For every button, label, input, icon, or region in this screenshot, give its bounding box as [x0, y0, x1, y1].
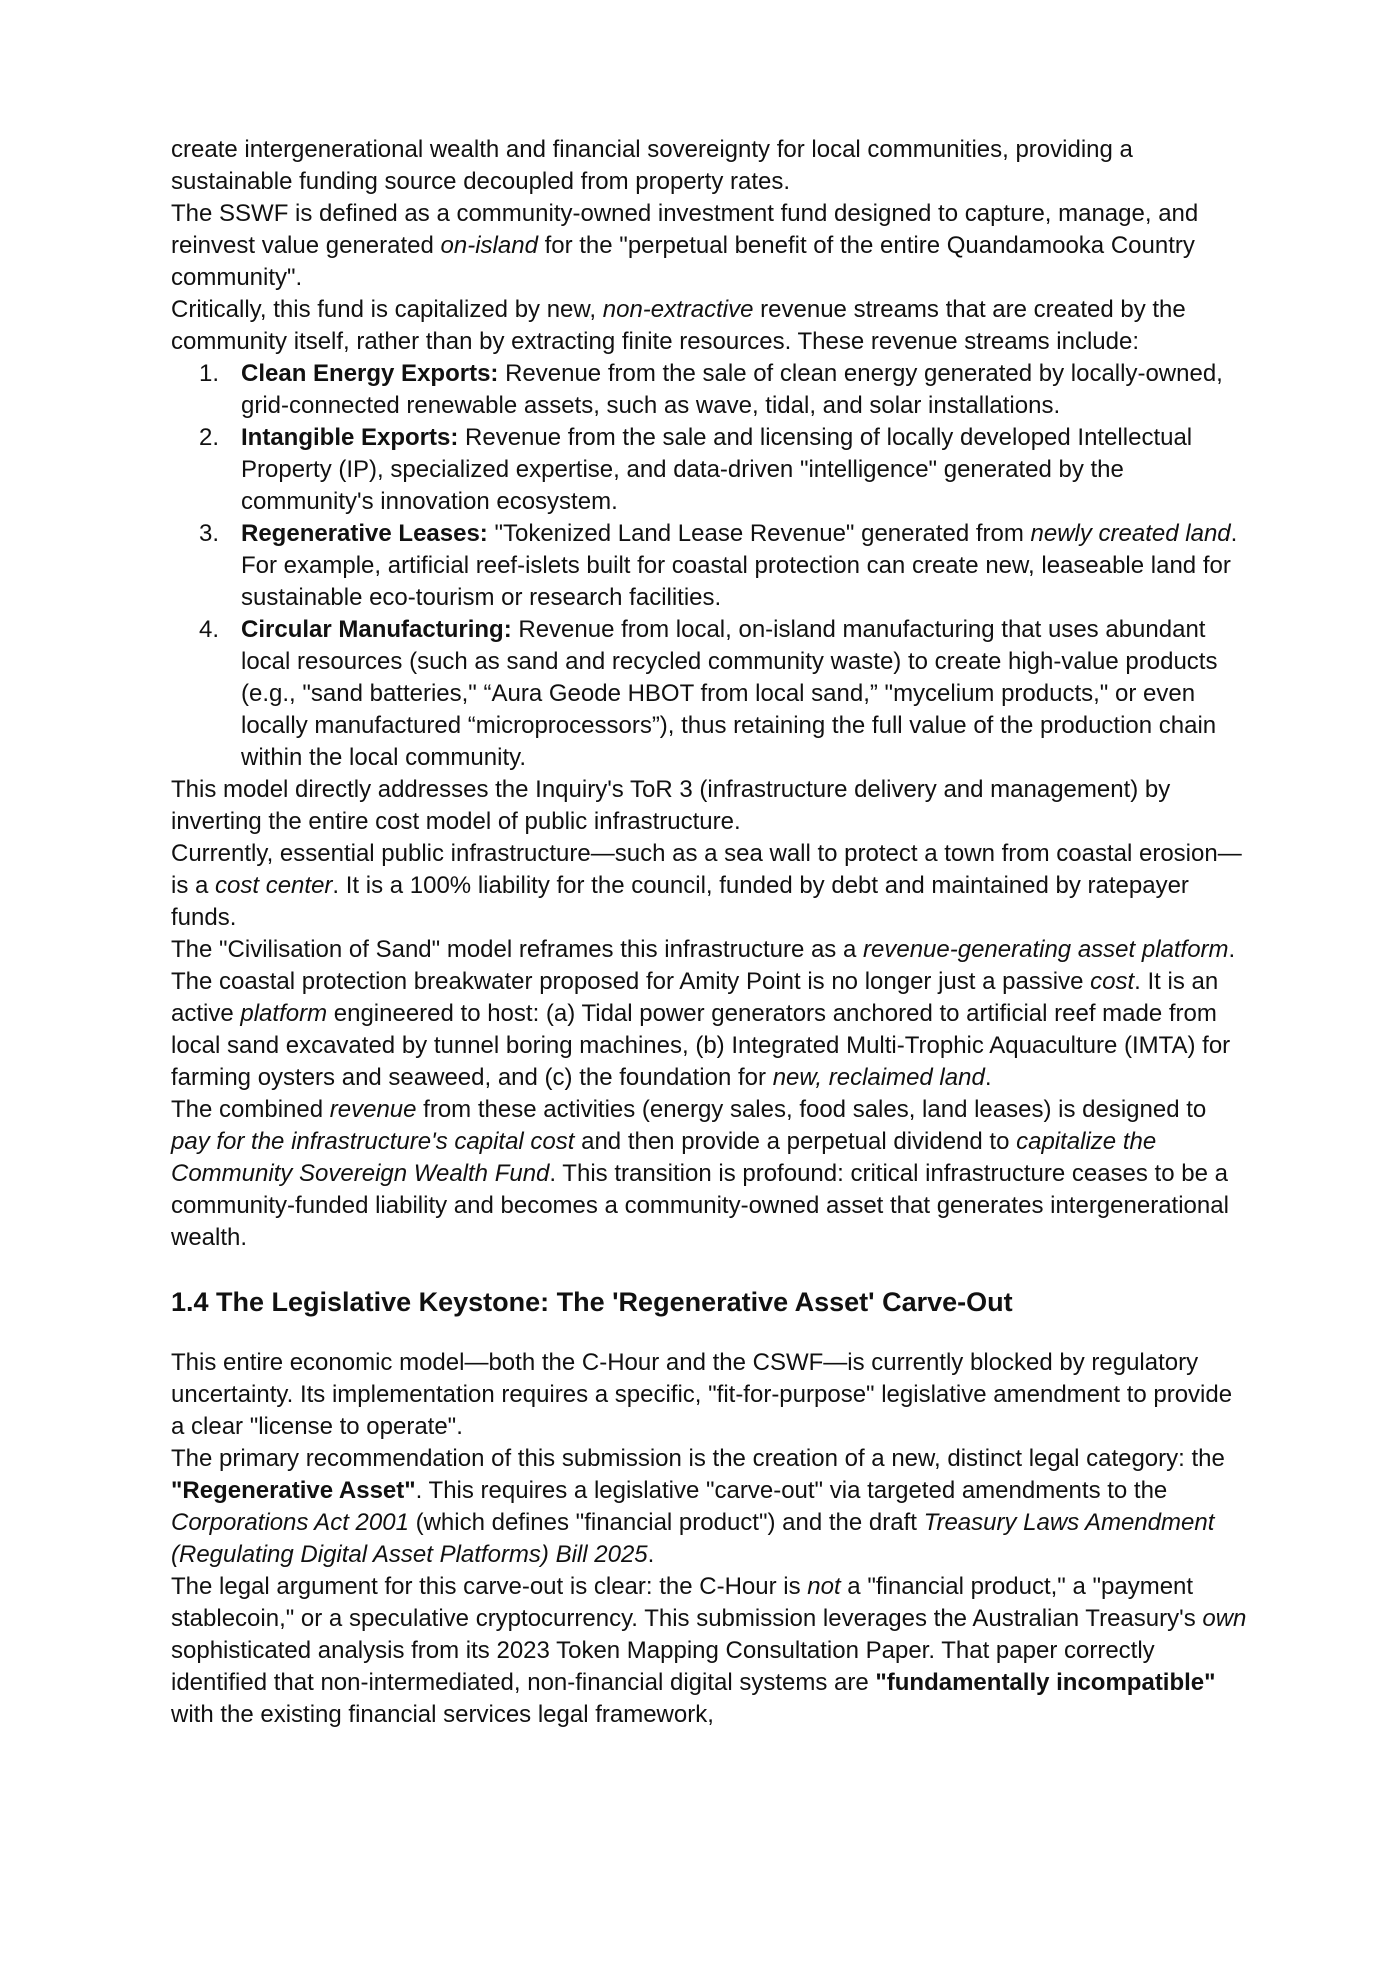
paragraph-intro-text: create intergenerational wealth and financial sovereignty for local communities, providing a sustainable funding source decoupled from property rates. — [171, 136, 1133, 195]
list-item-body: Revenue from the sale of clean energy generated by locally-owned, grid-connected renewable assets, such as wave, tidal, and solar installations. — [241, 360, 1223, 419]
paragraph-combined-revenue — [171, 1094, 1251, 1254]
text-run: . — [984, 1064, 992, 1091]
list-item — [171, 518, 1251, 614]
text-run: (which defines "financial product") and the draft — [408, 1509, 924, 1536]
text-run: a "financial product," a "payment stablecoin," or a speculative cryptocurrency. This submission leverages the Australian Treasury's — [171, 1573, 1203, 1632]
paragraph-primary-recommendation — [171, 1443, 1251, 1571]
text-run: . This transition is profound: critical infrastructure ceases to be a community-funded liability and becomes a community-owned asset that generates intergenerational wealth. — [171, 1160, 1229, 1251]
text-run: This entire economic model—both the C-Hour and the CSWF—is currently blocked by regulatory uncertainty. Its implementation requires a specific, "fit-for-purpose" legislative amendment to provide a clear "license to operate". — [171, 1349, 1233, 1440]
document-page — [171, 134, 1251, 1731]
text-run: and then provide a perpetual dividend to — [574, 1128, 1017, 1155]
italic-run: new, reclaimed land — [772, 1064, 985, 1091]
paragraph-regulatory-uncertainty — [171, 1347, 1251, 1443]
paragraph-sswf-definition — [171, 198, 1251, 294]
italic-run: not — [807, 1573, 841, 1600]
text-run: The combined — [171, 1096, 330, 1123]
text-run: from these activities (energy sales, food sales, land leases) is designed to — [416, 1096, 1207, 1123]
list-item-title: Circular Manufacturing: — [241, 616, 512, 643]
italic-run: on-island — [440, 232, 538, 259]
text-run: . It is an active — [171, 968, 1219, 1027]
text-run: . This requires a legislative "carve-out" via targeted amendments to the — [415, 1477, 1168, 1504]
revenue-streams-list — [171, 358, 1251, 774]
list-item-body: Revenue from local, on-island manufacturing that uses abundant local resources (such as sand and recycled community waste) to create high-value products (e.g., "sand batteries," “Aura Geode HBOT from local sand,” "mycelium products," or even locally manufactured “microprocessors”), thus retaining the full value of the production chain within the local community. — [241, 616, 1218, 771]
section-heading: 1.4 The Legislative Keystone: The 'Regenerative Asset' Carve-Out — [171, 1287, 1013, 1317]
paragraph-cost-center — [171, 838, 1251, 934]
list-item-number: 3. — [199, 520, 220, 547]
list-item-title: Clean Energy Exports: — [241, 360, 499, 387]
text-run: sophisticated analysis from its 2023 Token Mapping Consultation Paper. That paper correctly identified that non-intermediated, non-financial digital systems are — [171, 1637, 1155, 1696]
paragraph-capitalization — [171, 294, 1251, 358]
italic-run: revenue-generating asset platform — [863, 936, 1229, 963]
italic-run: platform — [240, 1000, 328, 1027]
paragraph-legal-argument — [171, 1571, 1251, 1731]
list-item-body: "Tokenized Land Lease Revenue" generated from — [487, 520, 1031, 547]
italic-run: cost — [1090, 968, 1135, 995]
list-item — [171, 358, 1251, 422]
list-item-body: . For example, artificial reef-islets built for coastal protection can create new, leaseable land for sustainable eco-tourism or research facilities. — [241, 520, 1238, 611]
text-run: . The coastal protection breakwater proposed for Amity Point is no longer just a passive — [171, 936, 1236, 995]
italic-run: revenue — [329, 1096, 417, 1123]
text-run: revenue streams that are created by the community itself, rather than by extracting finite resources. These revenue streams include: — [171, 296, 1186, 355]
list-item-title: Intangible Exports: — [241, 424, 459, 451]
list-item-body: Revenue from the sale and licensing of locally developed Intellectual Property (IP), specialized expertise, and data-driven "intelligence" generated by the community's innovation ecosystem. — [241, 424, 1193, 515]
italic-run: non-extractive — [602, 296, 754, 323]
list-item-number: 1. — [199, 360, 220, 387]
text-run: The "Civilisation of Sand" model reframes this infrastructure as a — [171, 936, 863, 963]
italic-run: capitalize the Community Sovereign Wealth Fund — [171, 1128, 1157, 1187]
text-run: The SSWF is defined as a community-owned investment fund designed to capture, manage, and reinvest value generated — [171, 200, 1199, 259]
text-run: Critically, this fund is capitalized by new, — [171, 296, 603, 323]
text-run: Currently, essential public infrastructure—such as a sea wall to protect a town from coastal erosion—is a — [171, 840, 1242, 899]
list-item — [171, 614, 1251, 774]
list-item-number: 2. — [199, 424, 220, 451]
italic-run: Corporations Act 2001 — [171, 1509, 409, 1536]
bold-run: "fundamentally incompatible" — [875, 1669, 1216, 1696]
text-run: . — [647, 1541, 655, 1568]
text-run: This model directly addresses the Inquiry's ToR 3 (infrastructure delivery and management) by inverting the entire cost model of public infrastructure. — [171, 776, 1171, 835]
italic-run: pay for the infrastructure's capital cost — [171, 1128, 575, 1155]
italic-run: cost center — [215, 872, 333, 899]
text-run: engineered to host: (a) Tidal power generators anchored to artificial reef made from local sand excavated by tunnel boring machines, (b) Integrated Multi-Trophic Aquaculture (IMTA) for farming oysters and seaweed, and (c) the foundation for — [171, 1000, 1231, 1091]
list-item-italic: newly created land — [1030, 520, 1231, 547]
text-run: for the "perpetual benefit of the entire Quandamooka Country community". — [171, 232, 1195, 291]
list-item-title: Regenerative Leases: — [241, 520, 488, 547]
list-item — [171, 422, 1251, 518]
text-run: The primary recommendation of this submission is the creation of a new, distinct legal category: the — [171, 1445, 1225, 1472]
text-run: . It is a 100% liability for the council, funded by debt and maintained by ratepayer funds. — [171, 872, 1189, 931]
bold-run: "Regenerative Asset" — [171, 1477, 416, 1504]
paragraph-intro — [171, 134, 1251, 198]
list-item-number: 4. — [199, 616, 220, 643]
italic-run: Treasury Laws Amendment (Regulating Digital Asset Platforms) Bill 2025 — [171, 1509, 1215, 1568]
paragraph-tor3 — [171, 774, 1251, 838]
text-run: The legal argument for this carve-out is clear: the C-Hour is — [171, 1573, 808, 1600]
text-run: with the existing financial services legal framework, — [171, 1701, 714, 1728]
paragraph-civilisation-of-sand — [171, 934, 1251, 1094]
italic-run: own — [1202, 1605, 1247, 1632]
